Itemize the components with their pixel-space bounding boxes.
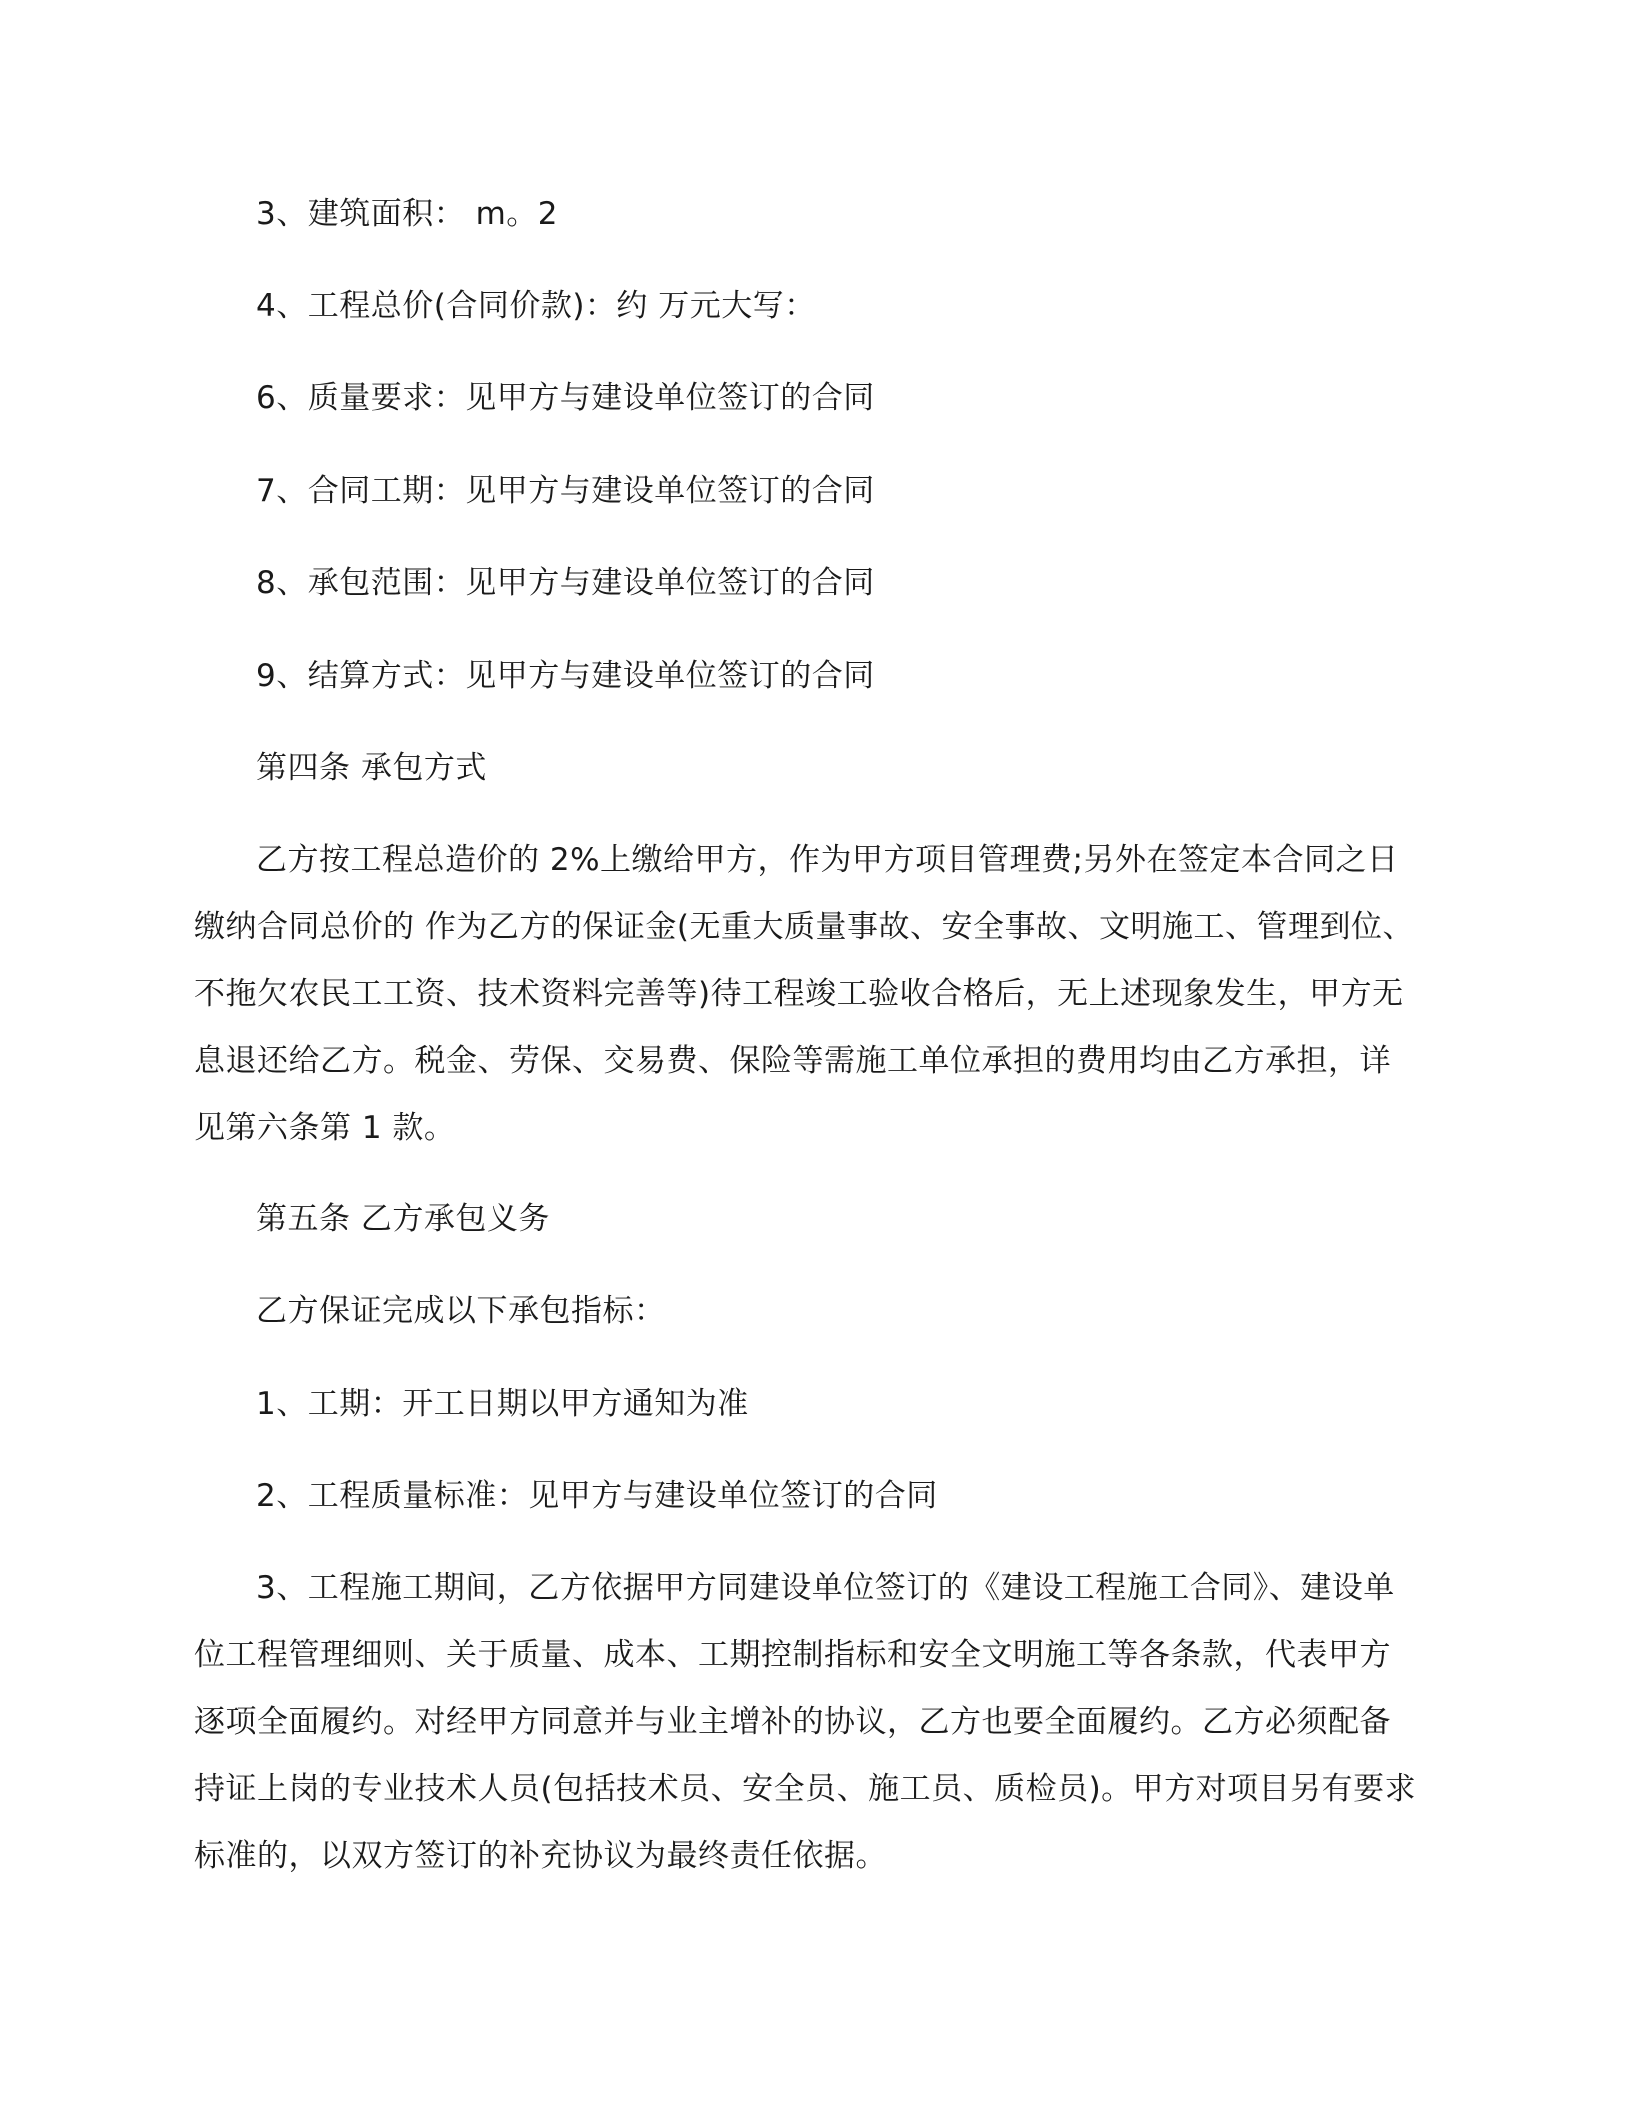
- section5-item3-line: 3、工程施工期间，乙方依据甲方同建设单位签订的《建设工程施工合同》、建设单: [256, 1570, 1395, 1606]
- section5-item-quality: 2、工程质量标准：见甲方与建设单位签订的合同: [256, 1478, 938, 1514]
- section4-line: 息退还给乙方。税金、劳保、交易费、保险等需施工单位承担的费用均由乙方承担，详: [194, 1043, 1391, 1079]
- section4-line: 不拖欠农民工工资、技术资料完善等)待工程竣工验收合格后，无上述现象发生，甲方无: [194, 976, 1404, 1012]
- item-settlement: 9、结算方式：见甲方与建设单位签订的合同: [256, 658, 875, 694]
- section5-item3: [194, 1555, 1434, 1890]
- section4-line: 乙方按工程总造价的 2%上缴给甲方，作为甲方项目管理费;另外在签定本合同之日: [256, 842, 1399, 878]
- section5-intro: 乙方保证完成以下承包指标：: [256, 1293, 666, 1329]
- item-scope: 8、承包范围：见甲方与建设单位签订的合同: [256, 565, 875, 601]
- section4-title: 第四条 承包方式: [256, 750, 487, 786]
- item-quality: 6、质量要求：见甲方与建设单位签订的合同: [256, 380, 875, 416]
- section5-item-duration: 1、工期：开工日期以甲方通知为准: [256, 1386, 749, 1422]
- item-total-price: 4、工程总价(合同价款)：约 万元大写：: [256, 288, 816, 324]
- section5-item3-line: 持证上岗的专业技术人员(包括技术员、安全员、施工员、质检员)。甲方对项目另有要求: [194, 1771, 1417, 1807]
- section5-item3-line: 位工程管理细则、关于质量、成本、工期控制指标和安全文明施工等各条款，代表甲方: [194, 1637, 1391, 1673]
- section4-body: [194, 827, 1434, 1162]
- section4-line: 缴纳合同总价的 作为乙方的保证金(无重大质量事故、安全事故、文明施工、管理到位、: [194, 909, 1414, 945]
- item-duration: 7、合同工期：见甲方与建设单位签订的合同: [256, 473, 875, 509]
- section4-line: 见第六条第 1 款。: [194, 1110, 456, 1146]
- section5-item3-line: 标准的，以双方签订的补充协议为最终责任依据。: [194, 1838, 887, 1874]
- item-building-area: 3、建筑面积： m。2: [256, 196, 558, 232]
- section5-title: 第五条 乙方承包义务: [256, 1201, 550, 1237]
- section5-item3-line: 逐项全面履约。对经甲方同意并与业主增补的协议，乙方也要全面履约。乙方必须配备: [194, 1704, 1391, 1740]
